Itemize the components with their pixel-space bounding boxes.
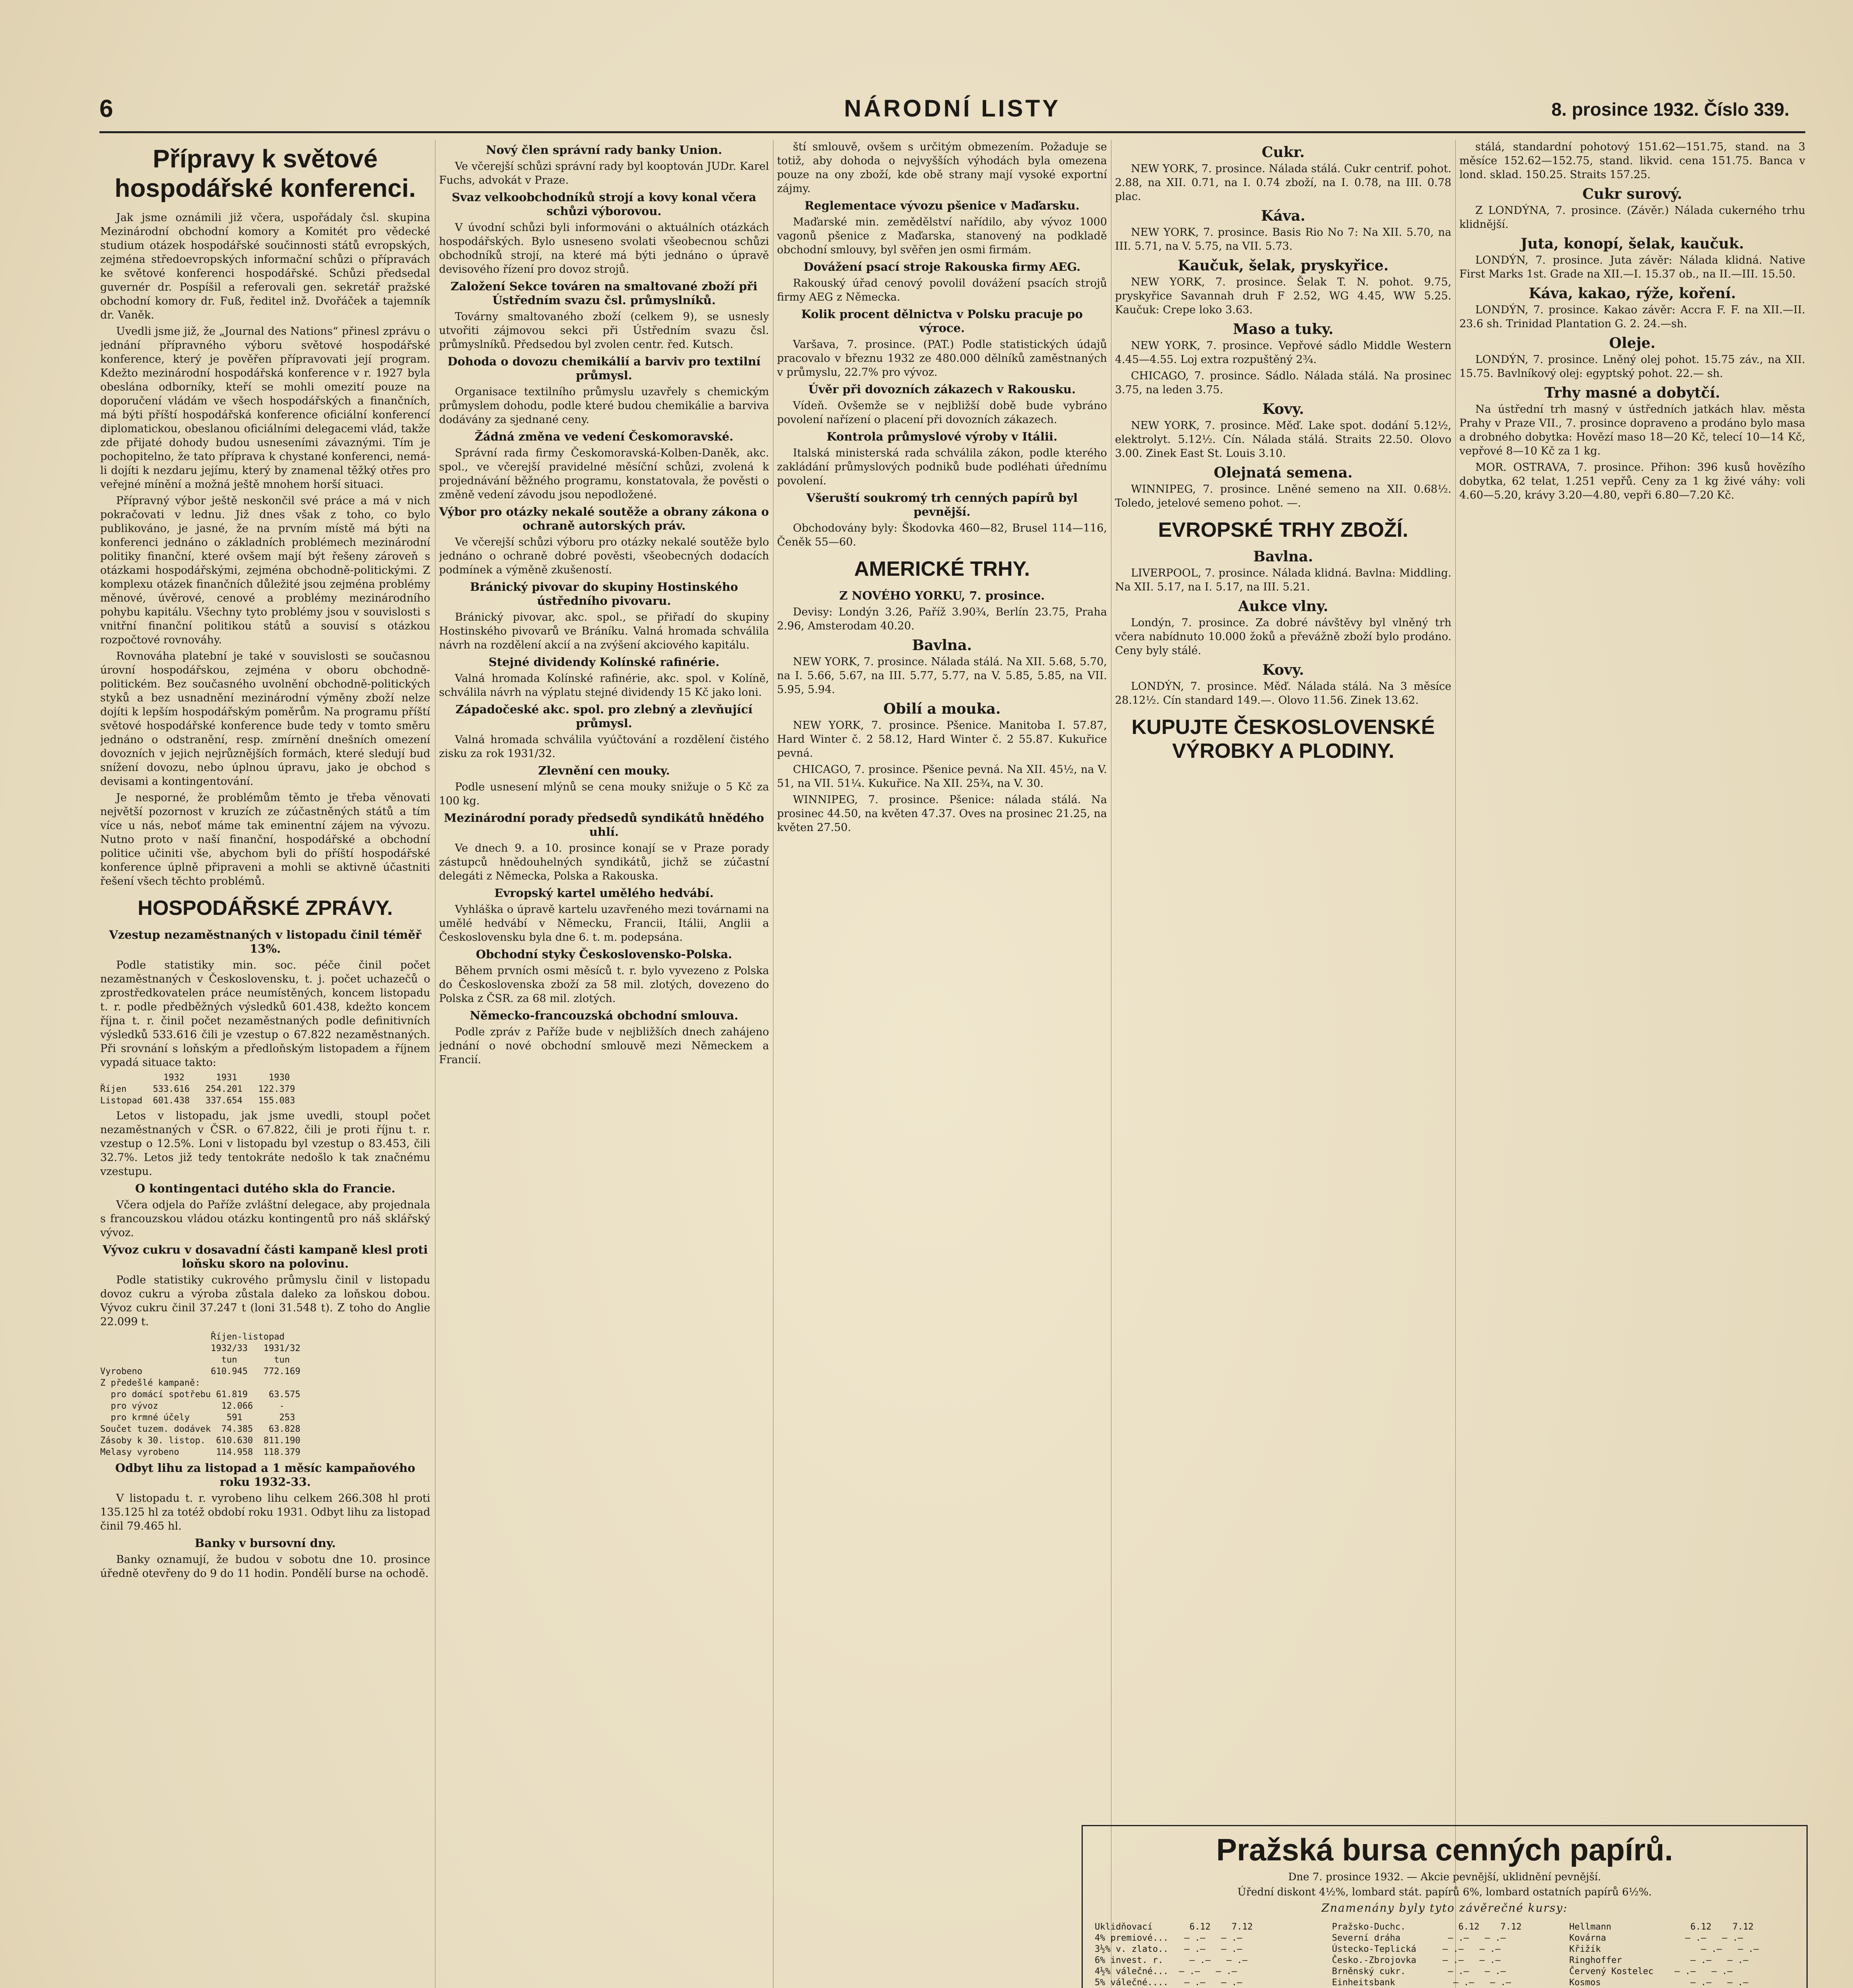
article-paragraph: V úvodní schůzi byli informováni o aktuálních otázkách hospodářských. Bylo usneseno svolati všeobecnou schůzi obchodníků strojí, na které má býti jednáno o úpravě devisového řízení pro dovoz strojů. — [439, 221, 769, 276]
advert-kupujte: KUPUJTE ČESKOSLOVENSKÉ VÝROBKY A PLODINY. — [1131, 716, 1435, 763]
article-paragraph: CHICAGO, 7. prosince. Pšenice pevná. Na XII. 45½, na V. 51, na VII. 51¼. Kukuřice. Na XII. 25¾, na V. 30. — [777, 763, 1107, 790]
market-heading: Bavlna. — [1253, 548, 1313, 565]
article-paragraph: ští smlouvě, ovšem s určitým obmezením. Požaduje se totiž, aby dohoda o nejvyšších výhodách byla omezena pouze na ony zboží, kde obě strany mají vysoké exportní zájmy. — [777, 141, 1107, 195]
bursa-title: Pražská bursa cenných papírů. — [1216, 1832, 1673, 1867]
market-heading: Káva, kakao, rýže, koření. — [1529, 285, 1736, 302]
article-heading: Dovážení psací stroje Rakouska firmy AEG. — [803, 260, 1081, 274]
article-paragraph: Rakouský úřad cenový povolil dovážení psacích strojů firmy AEG z Německa. — [777, 277, 1107, 303]
market-heading: Káva. — [1261, 208, 1305, 224]
market-heading: Kovy. — [1262, 401, 1304, 417]
article-paragraph: NEW YORK, 7. prosince. Šelak T. N. pohot. 9.75, pryskyřice Savannah druh F 2.52, WG 4.45, WW 5.25. Kaučuk: Crepe loko 3.63. — [1115, 276, 1451, 316]
market-heading: Oleje. — [1609, 335, 1656, 351]
article-paragraph: Ve dnech 9. a 10. prosince konají se v Praze porady zástupců hnědouhelných syndikátů, jichž se zúčastní delegáti z Německa, Polska a Rakouska. — [439, 842, 769, 882]
article-paragraph: Včera odjela do Paříže zvláštní delegace, aby projednala s francouzskou vládou otázku kontingentů pro náš sklářský vývoz. — [100, 1199, 430, 1239]
market-heading: Cukr surový. — [1582, 186, 1682, 202]
issue-date: 8. prosince 1932. Číslo 339. — [1551, 99, 1789, 120]
page-number: 6 — [99, 95, 113, 122]
article-heading: Založení Sekce továren na smaltované zboží při Ústředním svazu čsl. průmyslníků. — [451, 280, 758, 307]
article-paragraph: NEW YORK, 7. prosince. Basis Rio No 7: Na XII. 5.70, na III. 5.71, na V. 5.75, na VII. 5.73. — [1115, 226, 1451, 252]
article-paragraph: Ve včerejší schůzi výboru pro otázky nekalé soutěže bylo jednáno o ochraně dobré pověsti, všeobecných dodacích podmínek a výměně zkušeností. — [439, 536, 769, 576]
article-paragraph: Obchodovány byly: Škodovka 460—82, Brusel 114—116, Čeněk 55—60. — [777, 522, 1107, 548]
column-3 — [777, 140, 1107, 1988]
article-paragraph: Přípravný výbor ještě neskončil své práce a má v nich pokračovati v lednu. Již dnes však z toho, co bylo publikováno, je jasné, že na prvním místě má býti na konferenci jednáno o základních problémech mezinárodní politiky finanční, které ovšem mají být řešeny zároveň s otázkami hospodářskými, zejména obchodně-politickými. Z komplexu otázek finančních důležité jsou zejména problémy měnové, úvěrové, cenové a problémy mezinárodního pohybu kapitálu. Všechny tyto problémy jsou v souvislosti s vnitřní finanční politikou států a souvisí s otázkou rozpočtové rovnováhy. — [100, 495, 430, 646]
article-heading: Žádná změna ve vedení Českomoravské. — [474, 430, 734, 443]
bursa-tables — [1083, 1922, 1806, 1988]
article-heading: Kontrola průmyslové výroby v Itálii. — [826, 430, 1058, 443]
article-paragraph: LONDÝN, 7. prosince. Juta závěr: Nálada klidná. Native First Marks 1st. Grade na XII.—I. 15.37 ob., na II.—III. 15.50. — [1459, 254, 1805, 280]
bursa-subtitle: Dne 7. prosince 1932. — Akcie pevnější, uklidnění pevnější. — [1288, 1871, 1601, 1883]
article-paragraph: stálá, standardní pohotový 151.62—151.75, stand. na 3 měsíce 152.62—152.75, stand. likvid. cena 151.75. Banca v lond. sklad. 150.25. Straits 157.25. — [1459, 141, 1805, 181]
article-paragraph: WINNIPEG, 7. prosince. Pšenice: nálada stálá. Na prosinec 44.50, na květen 47.37. Oves na prosinec 21.25, na květen 27.50. — [777, 794, 1107, 834]
column-2 — [439, 140, 769, 1988]
article-heading: Západočeské akc. spol. pro zlebný a zlevňující průmysl. — [455, 703, 753, 730]
market-heading: Cukr. — [1262, 144, 1305, 161]
article-heading: Banky v bursovní dny. — [194, 1536, 336, 1550]
article-paragraph: Bránický pivovar, akc. spol., se přiřadí do skupiny Hostinského pivovarů ve Bráníku. Valná hromada schválila návrh na rozdělení akcií a na zvýšení akciového kapitálu. — [439, 611, 769, 651]
article-paragraph: Je nesporné, že problémům těmto je třeba věnovati největší pozornost v kruzích ze zúčastněných států a tím více u nás, neboť máme tak eminentní zájem na vývozu. Nutno proto v naší finanční, hospodářské a obchodní politice učiniti vše, abychom byli do příští hospodářské konference úplně připraveni a mohli se aktivně účastniti řešení všech těchto problémů. — [100, 792, 430, 887]
article-heading: Zlevnění cen mouky. — [538, 764, 670, 777]
masthead-rule — [99, 131, 1805, 133]
bursa-header: Znamenány byly tyto závěrečné kursy: — [1321, 1901, 1568, 1914]
article-paragraph: Londýn, 7. prosince. Za dobré návštěvy byl vlněný trh včera nabídnuto 10.000 žoků a převážně zboží bylo prodáno. Ceny byly stálé. — [1115, 617, 1451, 657]
bursa-table-1: Uklidňovací 6.12 7.12 4% premiové... — .— — .— 3½% v. zlato.. — .— — .— 6% invest. r. — .— — .— 4½% válečné... — .— — .— 5% válečné.... — .— — .— — [1095, 1922, 1253, 1988]
headline: Přípravy k světové hospodářské konferenci. — [115, 144, 416, 202]
market-heading: Kaučuk, šelak, pryskyřice. — [1177, 257, 1389, 274]
market-heading: Maso a tuky. — [1233, 321, 1334, 338]
section-heading: EVROPSKÉ TRHY ZBOŽÍ. — [1158, 518, 1408, 542]
article-heading: Vzestup nezaměstnaných v listopadu činil téměř 13%. — [109, 928, 421, 955]
article-paragraph: Z LONDÝNA, 7. prosince. (Závěr.) Nálada cukerného trhu klidnější. — [1459, 204, 1805, 231]
article-heading: Stejné dividendy Kolínské rafinérie. — [488, 655, 720, 669]
article-paragraph: Valná hromada Kolínské rafinérie, akc. spol. v Kolíně, schválila návrh na výplatu stejné dividendy 15 Kč jako loni. — [439, 672, 769, 699]
article-paragraph: Organisace textilního průmyslu uzavřely s chemickým průmyslem dohodu, podle které budou chemikálie a barviva dodávány za sjednané ceny. — [439, 386, 769, 426]
article-paragraph: Devisy: Londýn 3.26, Paříž 3.90¾, Berlín 23.75, Praha 2.96, Amsterodam 40.20. — [777, 606, 1107, 632]
article-heading: Německo-francouzská obchodní smlouva. — [470, 1009, 738, 1022]
section-heading: AMERICKÉ TRHY. — [854, 557, 1030, 580]
article-paragraph: Podle usnesení mlýnů se cena mouky snižuje o 5 Kč za 100 kg. — [439, 781, 769, 807]
market-heading: Trhy masné a dobytčí. — [1544, 384, 1720, 401]
market-heading: Obilí a mouka. — [883, 701, 1001, 717]
stock-exchange-box — [1082, 1825, 1808, 1988]
article-paragraph: Správní rada firmy Českomoravská-Kolben-Daněk, akc. spol., ve včerejší pravidelné měsíční schůzi, zvolená k projednávání běžného programu, konstatovala, že pověsti o změně vedení závodu jsou nepodložené. — [439, 447, 769, 501]
article-paragraph: NEW YORK, 7. prosince. Vepřové sádlo Middle Western 4.45—4.55. Loj extra rozpuštěný 2¾. — [1115, 340, 1451, 366]
article-paragraph: Rovnováha platební je také v souvislosti se současnou úrovní hospodářskou, zejména v oboru obchodně-politickém. Bez současného uvolnění obchodně-politických styků a bez usnadnění mezinárodní výměny zboží nelze dojíti k lepším hospodářským poměrům. Na programu příští světové hospodářské konference bude tedy v tomto směru jednáno o odstranění, resp. zmírnění dnešních omezení dovozních v jejich nejrůznějších formách, které sledují buď snížení dovozu, nebo úplnou úpravu, jako je obchod s devisami a kontingentování. — [100, 650, 430, 788]
article-paragraph: Valná hromada schválila vyúčtování a rozdělení čistého zisku za rok 1931/32. — [439, 734, 769, 760]
statistics-table: Říjen-listopad 1932/33 1931/32 tun tun Vyrobeno 610.945 772.169 Z předešlé kampaně: pro domácí spotřebu 61.819 63.575 pro vývoz 12.066 - pro krmné účely 591 253 Součet tuzem. dodávek 74.385 63.828 Zásoby k 30. listop. 610.630 811.190 Melasy vyrobeno 114.958 118.379 — [100, 1332, 301, 1457]
market-heading: Juta, konopí, šelak, kaučuk. — [1521, 235, 1744, 252]
newspaper-title: NÁRODNÍ LISTY — [844, 95, 1061, 122]
bursa-note: Úřední diskont 4½%, lombard stát. papírů 6%, lombard ostatních papírů 6½%. — [1237, 1886, 1652, 1898]
bursa-table-2: Pražsko-Duchc. 6.12 7.12 Severní dráha — .— — .— Ústecko-Teplická — .— — .— Česko.-Zbrojovka — .— — .— Brněnský cukr. — .— — .— Einheitsbank — .— — .— — [1332, 1922, 1522, 1988]
article-paragraph: V listopadu t. r. vyrobeno lihu celkem 266.308 hl proti 135.125 hl za totéž období roku 1931. Odbyt lihu za listopad činil 79.465 hl. — [100, 1492, 430, 1532]
article-heading: Evropský kartel umělého hedvábí. — [494, 886, 714, 900]
column-1 — [100, 140, 430, 1988]
article-paragraph: LIVERPOOL, 7. prosince. Nálada klidná. Bavlna: Middling. Na XII. 5.17, na I. 5.17, na III. 5.21. — [1115, 567, 1451, 593]
article-heading: Reglementace vývozu pšenice v Maďarsku. — [804, 199, 1080, 212]
article-heading: Úvěr při dovozních zákazech v Rakousku. — [808, 382, 1076, 396]
article-paragraph: Maďarské min. zemědělství nařídilo, aby vývoz 1000 vagonů pšenice z Maďarska, stanovený na podkladě obchodní smlouvy, byl svěřen jen osmi firmám. — [777, 216, 1107, 256]
article-heading: Svaz velkoobchodníků strojí a kovy konal včera schůzi výborovou. — [452, 190, 756, 218]
article-paragraph: Italská ministerská rada schválila zákon, podle kterého zakládání průmyslových podniků bude podléhati úřednímu povolení. — [777, 447, 1107, 487]
article-paragraph: Podle statistiky cukrového průmyslu činil v listopadu dovoz cukru a výroba zůstala daleko za loňskou dobou. Vývoz cukru činil 37.247 t (loni 31.548 t). Z toho do Anglie 22.099 t. — [100, 1274, 430, 1328]
article-heading: Obchodní styky Československo-Polska. — [476, 947, 732, 961]
column-5 — [1459, 140, 1805, 1810]
article-heading: Dohoda o dovozu chemikálií a barviv pro textilní průmysl. — [447, 355, 761, 382]
article-paragraph: Jak jsme oznámili již včera, uspořádaly čsl. skupina Mezinárodní obchodní komory a Komitét pro vědecké studium otázek hospodářské součinnosti států evropských, zejména středoevropských informační schůzi o přípravách ke světové konferenci hospodářské. Schůzi předsedal guvernér dr. Pospíšil a referovali gen. sekretář pražské obchodní komory dr. Fuß, ředitel inž. Dvořáček a tajemník dr. Vaněk. — [100, 212, 430, 321]
article-heading: Nový člen správní rady banky Union. — [486, 143, 723, 157]
bursa-table-3: Hellmann 6.12 7.12 Kovárna — .— — .— Křižík — .— — .— Ringhoffer — .— — .— Červený Kostelec — .— — .— Kosmos — .— — .— — [1569, 1922, 1759, 1988]
market-heading: Aukce vlny. — [1238, 598, 1329, 615]
article-heading: Odbyt lihu za listopad a 1 měsíc kampaňového roku 1932-33. — [115, 1461, 416, 1489]
article-paragraph: Vyhláška o úpravě kartelu uzavřeného mezi továrnami na umělé hedvábí v Německu, Francii, Itálii, Anglii a Československu byla dne 6. t. m. podepsána. — [439, 903, 769, 944]
article-paragraph: LONDÝN, 7. prosince. Lněný olej pohot. 15.75 záv., na XII. 15.75. Bavlníkový olej: egyptský pohot. 22.— sh. — [1459, 353, 1805, 380]
article-paragraph: Na ústřední trh masný v ústředních jatkách hlav. města Prahy v Praze VII., 7. prosince dopraveno a prodáno bylo masa a drobného dobytka: Hovězí maso 18—20 Kč, telecí 10—14 Kč, vepřové 8—10 Kč za 1 kg. — [1459, 403, 1805, 457]
article-paragraph: CHICAGO, 7. prosince. Sádlo. Nálada stálá. Na prosinec 3.75, na leden 3.75. — [1115, 370, 1451, 396]
section-heading: HOSPODÁŘSKÉ ZPRÁVY. — [138, 897, 393, 920]
article-paragraph: LONDÝN, 7. prosince. Kakao závěr: Accra F. F. na XII.—II. 23.6 sh. Trinidad Plantation G. 2. 24.—sh. — [1459, 304, 1805, 330]
article-paragraph: Továrny smaltovaného zboží (celkem 9), se usnesly utvořiti zájmovou sekci při Ústředním svazu čsl. průmyslníků. Předsedou byl zvolen centr. řed. Kutsch. — [439, 311, 769, 351]
article-paragraph: Během prvních osmi měsíců t. r. bylo vyvezeno z Polska do Československa zboží za 58 mil. zlotých, dovezeno do Polska z ČSR. za 68 mil. zlotých. — [439, 965, 769, 1005]
article-heading: Mezinárodní porady předsedů syndikátů hnědého uhlí. — [444, 811, 764, 839]
article-paragraph: Banky oznamují, že budou v sobotu dne 10. prosince úředně otevřeny do 9 do 11 hodin. Pondělí burse na ochodě. — [100, 1553, 430, 1580]
article-paragraph: NEW YORK, 7. prosince. Měď. Lake spot. dodání 5.12½, elektrolyt. 5.12½. Cín. Nálada stálá. Straits 22.50. Olovo 3.00. Zinek East St. Louis 3.10. — [1115, 419, 1451, 460]
article-heading: Kolik procent dělnictva v Polsku pracuje po výroce. — [801, 307, 1083, 335]
article-paragraph: Vídeň. Ovšemže se v nejbližší době bude vybráno povolení nařízení o placení při dovozních zákazech. — [777, 400, 1107, 426]
article-heading: Všeruští soukromý trh cenných papírů byl pevnější. — [806, 491, 1078, 518]
article-heading: Vývoz cukru v dosavadní části kampaně klesl proti loňsku skoro na polovinu. — [103, 1243, 428, 1270]
statistics-table: 1932 1931 1930 Říjen 533.616 254.201 122.379 Listopad 601.438 337.654 155.083 — [100, 1073, 295, 1106]
article-paragraph: NEW YORK, 7. prosince. Pšenice. Manitoba I. 57.87, Hard Winter č. 2 58.12, Hard Winter č. 2 55.87. Kukuřice pevná. — [777, 719, 1107, 759]
article-heading: Výbor pro otázky nekalé soutěže a obrany zákona o ochraně autorských práv. — [439, 505, 769, 532]
column-4 — [1115, 140, 1451, 1810]
article-heading: Bránický pivovar do skupiny Hostinského ústředního pivovaru. — [470, 580, 738, 608]
article-paragraph: NEW YORK, 7. prosince. Nálada stálá. Na XII. 5.68, 5.70, na I. 5.66, 5.67, na III. 5.77, 5.77, na V. 5.85, 5.85, na VII. 5.95, 5.94. — [777, 656, 1107, 696]
article-heading: O kontingentaci dutého skla do Francie. — [135, 1182, 396, 1195]
article-paragraph: NEW YORK, 7. prosince. Nálada stálá. Cukr centrif. pohot. 2.88, na XII. 0.71, na I. 0.74 zboží, na I. 0.78, na III. 0.78 plac. — [1115, 163, 1451, 203]
article-paragraph: Podle zpráv z Paříže bude v nejbližších dnech zahájeno jednání o nové obchodní smlouvě mezi Německem a Francií. — [439, 1026, 769, 1066]
article-paragraph: LONDÝN, 7. prosince. Měď. Nálada stálá. Na 3 měsíce 28.12½. Cín standard 149.—. Olovo 11.56. Zinek 13.62. — [1115, 680, 1451, 707]
column-divider — [1455, 140, 1456, 1988]
article-paragraph: MOR. OSTRAVA, 7. prosince. Přihon: 396 kusů hovězího dobytka, 62 telat, 1.251 vepřů. Ceny za 1 kg živé váhy: voli 4.60—5.20, krávy 3.20—4.80, vepři 6.80—7.20 Kč. — [1459, 461, 1805, 501]
market-heading: Kovy. — [1262, 662, 1304, 678]
market-heading: Olejnatá semena. — [1214, 464, 1353, 481]
article-paragraph: Varšava, 7. prosince. (PAT.) Podle statistických údajů pracovalo v březnu 1932 ze 480.000 dělníků zaměstnaných v průmyslu, 22.7% pro vývoz. — [777, 338, 1107, 379]
article-paragraph: WINNIPEG, 7. prosince. Lněné semeno na XII. 0.68½. Toledo, jetelové semeno pohot. —. — [1115, 483, 1451, 509]
article-paragraph: Uvedli jsme již, že „Journal des Nations“ přinesl zprávu o jednání přípravného výboru světové hospodářské konference, který je pověřen přípravovati její program. Kdežto mezinárodní hospodářská konference v r. 1927 byla obeslána odborníky, kteří se mohli omezití pouze na doporučení vládám ve všech hospodářských a finančních, má býti příští hospodářská konference oficiální konferencí diplomatickou, obeslanou oficiálními delegacemi vlád, takže zde přijaté dohody budou usneseními závaznými. Tím je pochopitelno, že tato příprava k chystané konferenci, nemá-li dojíti k nezdaru jejímu, který by znamenal těžký otřes pro veřejné mínění a možná ještě mnohem horší situaci. — [100, 325, 430, 491]
article-paragraph: Podle statistiky min. soc. péče činil počet nezaměstnaných v Československu, t. j. počet uchazečů o zprostředkovatelen práce neumístěných, koncem listopadu t. r. podle předběžných výsledků 601.438, kdežto koncem října t. r. činil počet nezaměstnaných podle definitivních výsledků 533.616 čili je vzestup o 67.822 nezaměstnaných. Při srovnání s loňským a předloňským listopadem a říjnem vypadá situace takto: — [100, 959, 430, 1069]
article-heading: Z NOVÉHO YORKU, 7. prosince. — [839, 589, 1045, 602]
market-heading: Bavlna. — [912, 637, 972, 654]
article-paragraph: Letos v listopadu, jak jsme uvedli, stoupl počet nezaměstnaných v ČSR. o 67.822, čili je proti říjnu t. r. vzestup o 12.5%. Loni v listopadu byl vzestup o 83.453, čili 32.7%. Letos již tedy tentokráte nedošlo k tak značnému vzestupu. — [100, 1110, 430, 1178]
masthead — [99, 95, 1805, 126]
article-paragraph: Ve včerejší schůzi správní rady byl kooptován JUDr. Karel Fuchs, advokát v Praze. — [439, 160, 769, 186]
